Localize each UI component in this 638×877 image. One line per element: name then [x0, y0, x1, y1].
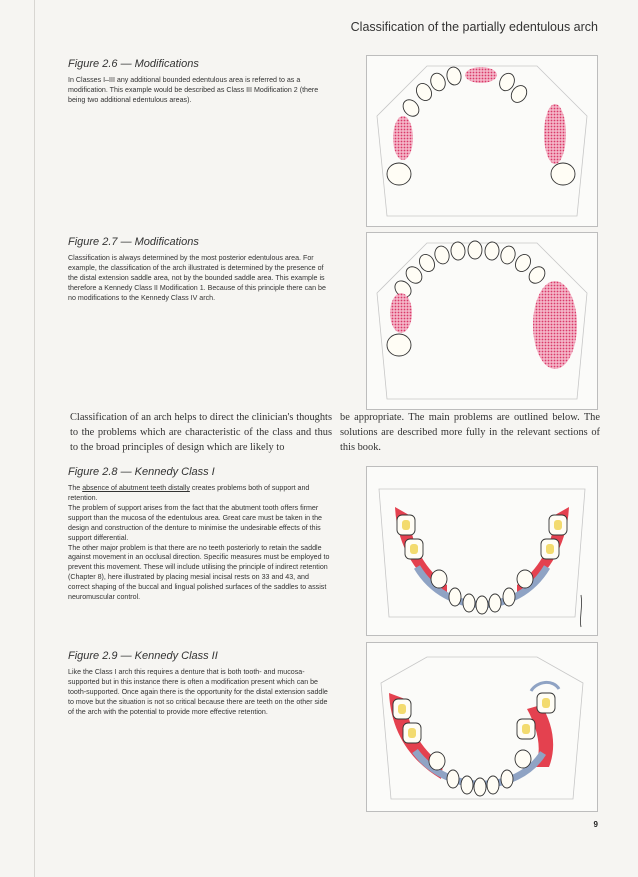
- tooth: [487, 776, 499, 794]
- tooth: [446, 66, 463, 86]
- saddle-left: [390, 293, 412, 333]
- tooth: [428, 71, 447, 93]
- crown: [398, 704, 406, 714]
- figure-2-7-panel: [366, 232, 598, 410]
- crown: [410, 544, 418, 554]
- crown: [408, 728, 416, 738]
- caption-figure-2-7: [68, 236, 330, 304]
- figure-2-9-diagram: [367, 643, 597, 811]
- tooth: [512, 252, 533, 275]
- clasp: [531, 682, 559, 691]
- caption-text: The: [68, 484, 83, 492]
- caption-body: [68, 484, 330, 603]
- tooth: [429, 752, 445, 770]
- tooth: [501, 770, 513, 788]
- figure-2-9-panel: [366, 642, 598, 812]
- caption-text: The problem of support arises from the fact that the abutment tooth offers firmer support than the mucosa of the edentulous area. Great care must be taken in the design and construction of the denture to minimise the undesirable effects of this support differential.: [68, 503, 322, 542]
- tooth: [489, 594, 501, 612]
- caption-title: Figure 2.6 — Modifications: [68, 58, 199, 70]
- crown: [522, 724, 530, 734]
- tooth: [387, 163, 411, 185]
- tooth: [431, 570, 447, 588]
- figure-2-7-diagram: [367, 233, 597, 409]
- figure-2-8-diagram: [367, 467, 597, 635]
- figure-2-6-panel: [366, 55, 598, 227]
- caption-title: Figure 2.8 — Kennedy Class I: [68, 466, 215, 478]
- tooth: [461, 776, 473, 794]
- tooth: [484, 241, 500, 260]
- intro-text-left: Classification of an arch helps to direct the clinician's thoughts to the problems which are characteristic of the class and thus to the broad principles of design which are likely to: [70, 412, 332, 454]
- tooth: [400, 97, 422, 120]
- saddle-left: [393, 116, 413, 160]
- teeth-group: [387, 241, 548, 356]
- caption-title: Figure 2.7 — Modifications: [68, 236, 199, 248]
- caption-title: Figure 2.9 — Kennedy Class II: [68, 650, 218, 662]
- crown: [554, 520, 562, 530]
- crown: [542, 698, 550, 708]
- running-header: Classification of the partially edentulous arch: [350, 20, 598, 34]
- saddle-right: [544, 104, 566, 164]
- crown: [546, 544, 554, 554]
- page-margin-line: [34, 0, 35, 877]
- caption-body: Classification is always determined by the most posterior edentulous area. For example, the classification of the arch illustrated is determined by the presence of the distal extension saddle area, not by the bounded saddle area. This example is therefore a Kennedy Class II Modification 1. Because of this principle there can be no modifications to the Kennedy Class IV arch.: [68, 254, 326, 302]
- tooth: [474, 778, 486, 796]
- saddles-group: [393, 67, 566, 164]
- figure-2-8-panel: [366, 466, 598, 636]
- caption-text: The other major problem is that there are no teeth posteriorly to retain the saddle against movement in an occlusal direction. Specific measures must be employed to prevent this movement. These will include utilising the principle of indirect retention (Chapter 8), here illustrated by placing mesial incisal rests on 33 and 43, and correct shaping of the buccal and lingual polished surfaces of the saddles to assist neuromuscular control.: [68, 543, 330, 602]
- tooth: [387, 334, 411, 356]
- pointer-line: [580, 595, 581, 627]
- caption-body: In Classes I–III any additional bounded edentulous area is referred to as a modification. This example would be described as Class III Modification 2 (there being two additional edentulous areas).: [68, 76, 319, 104]
- tooth: [503, 588, 515, 606]
- caption-text-underlined: absence of abutment teeth distally: [82, 484, 190, 492]
- caption-text: creates problems both of support and retention.: [68, 484, 310, 502]
- caption-body: Like the Class I arch this requires a denture that is both tooth- and mucosa-supported but in this instance there is often a modification present which can be tooth-supported. Once again there is the opportunity for the distal extension saddle to move but the situation is not so critical because there are teeth on the other side of the arch with the potential to provide more effective retention.: [68, 668, 328, 716]
- crowns-group: [402, 520, 562, 554]
- page-number: 9: [593, 820, 598, 829]
- figure-2-6-diagram: [367, 56, 597, 226]
- tooth: [499, 244, 517, 265]
- tooth: [433, 244, 451, 265]
- saddle-right: [533, 281, 577, 369]
- tooth: [476, 596, 488, 614]
- crown: [402, 520, 410, 530]
- tooth: [551, 163, 575, 185]
- caption-figure-2-6: [68, 58, 330, 106]
- intro-text-right: be appropriate. The main problems are outlined below. The solutions are described more fully in the relevant sections of this book.: [340, 412, 600, 454]
- caption-figure-2-8: [68, 466, 330, 603]
- tooth: [449, 588, 461, 606]
- tooth: [450, 241, 466, 260]
- tooth: [463, 594, 475, 612]
- tooth: [447, 770, 459, 788]
- saddles-group: [390, 281, 577, 369]
- tooth: [517, 570, 533, 588]
- tooth: [515, 750, 531, 768]
- tooth: [468, 241, 482, 259]
- saddle-anterior: [465, 67, 497, 83]
- caption-figure-2-9: [68, 650, 330, 718]
